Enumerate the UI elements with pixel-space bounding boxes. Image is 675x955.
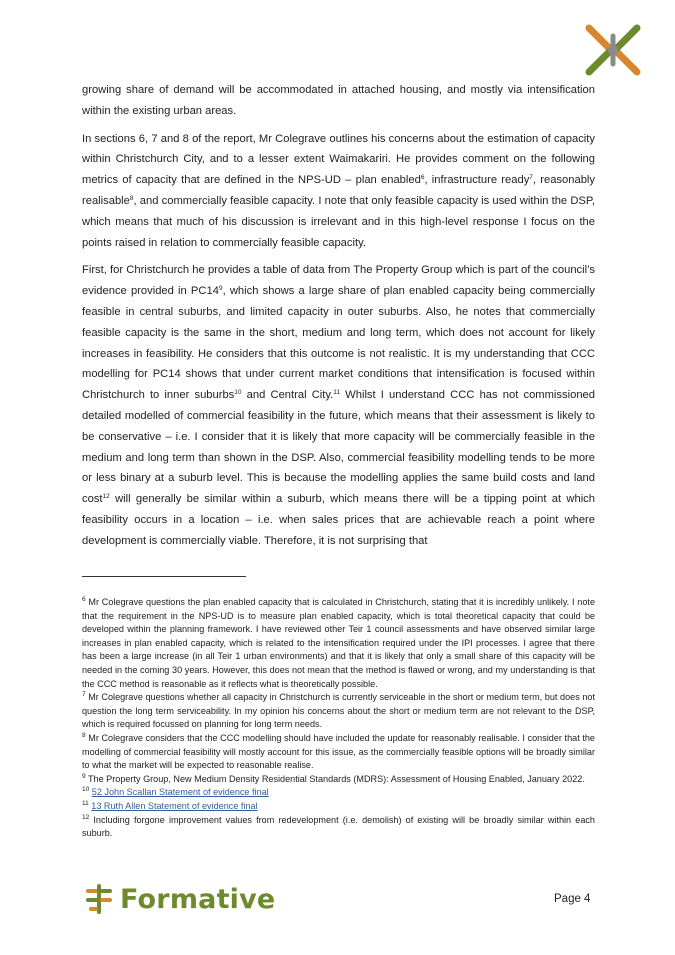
footnote-reference: 7: [529, 174, 533, 182]
footnote-number: 10: [82, 786, 90, 794]
footnote: [82, 786, 595, 800]
footnote-reference: 6: [420, 174, 425, 182]
footnote-reference: 11: [333, 389, 341, 397]
footnote-number: 12: [82, 813, 90, 821]
footnote: $^9$ The Property Group, New Medium Density Residential Standards (MDRS): Assessment of Housing Enabled, January 2022.: [82, 772, 585, 784]
paragraph: growing share of demand will be accommodated in attached housing, and mostly via intensification within the existing urban areas.: [82, 84, 595, 117]
footnote: [82, 800, 595, 814]
footnote-link[interactable]: 52 John Scallan Statement of evidence final: [91, 787, 269, 798]
footnote: $^6$ Mr Colegrave questions the plan enabled capacity that is calculated in Christchurch, stating that it is incredibly unlikely. I note that the requirement in the NPS-UD is to measure plan enabled capacity, which is total theoretical capacity that could be developed within the planning framework. I have reviewed other Teir 1 council assessments and have observed similar large increases in plan enabled capacity, which is related to the intensification required under the IPI processes. I agree that there has been a large increase (in all Teir 1 urban environments) and that it is likely that only a small share of this capacity will be needed in the coming 30 years. However, this does not mean that the method is flawed or wrong, and my understanding is that the CCC method is reasonable as it reflects what is theoretically possible.: [82, 596, 595, 689]
footnote-number: 7: [82, 691, 86, 699]
footnote: $^7$ Mr Colegrave questions whether all capacity in Christchurch is currently serviceable in the short or medium term, but does not question the long term serviceability. In my opinion his concerns about the short or medium term are not relevant to the DSP, which is required focussed on planning for long term needs.: [82, 691, 595, 730]
footnote-number: 9: [82, 772, 86, 780]
footnote-number: 8: [82, 731, 86, 739]
formative-logo-icon: [84, 883, 114, 915]
formative-logo-mark-icon: [583, 22, 643, 78]
footnote-number: 6: [82, 596, 86, 603]
footnote: $^8$ Mr Colegrave considers that the CCC modelling should have included the update for reasonably realisable. I consider that the modelling of commercial feasibility will mostly account for this issue, as the commercially feasible options will be broadly similar to what the market will be expected to reasonable realise.: [82, 731, 595, 771]
body-text: [82, 80, 595, 559]
footnote-reference: 12: [102, 493, 110, 501]
footnote-number: 11: [82, 799, 89, 807]
page-number: Page 4: [554, 893, 591, 905]
footnote: $^{12}$ Including forgone improvement values from redevelopment (i.e. demolish) of existing will be broadly similar within each suburb.: [82, 813, 595, 839]
footnote-link[interactable]: 13 Ruth Allen Statement of evidence final: [91, 800, 258, 811]
paragraph: In sections 6, 7 and 8 of the report, Mr Colegrave outlines his concerns about the estimation of capacity within Christchurch City, and to a lesser extent Waimakariri. He provides comment on the following metrics of capacity that are defined in the NPS-UD – plan enabled$^6$, infrastructure ready$^7$, reasonably realisable$^8$, and commercially feasible capacity. I note that only feasible capacity is used within the DSP, which means that much of his discussion is irrelevant and in this high-level response I focus on the points raised in relation to commercially feasible capacity.: [82, 132, 595, 249]
footnotes: [82, 596, 595, 841]
footer-logo: [84, 880, 275, 918]
footnote-divider: [82, 576, 246, 577]
footnote-reference: 10: [234, 389, 242, 397]
paragraph: First, for Christchurch he provides a table of data from The Property Group which is part of the council’s evidence provided in $PC14^9$, which shows a large share of plan enabled capacity being commercially feasible in central suburbs, and limited capacity in outer suburbs. Also, he notes that commercially feasible capacity is the same in the short, medium and long term, which does not account for likely increases in feasibility. He considers that this outcome is not realistic. It is my understanding that CCC modelling for PC14 shows that under current market conditions that intensification is focused within Christchurch to inner suburbs$^{10}$ and Central City.$^{11}$ Whilst I understand CCC has not commissioned detailed modelled of commercial feasibility in the future, which means that their assessment is likely to be conservative – i.e. I consider that it is likely that more capacity will be commercially feasible in the medium and long term than shown in the DSP. Also, commercial feasibility modelling tends to be more or less binary at a suburb level. This is because the modelling applies the same build costs and land cost$^{12}$ will generally be similar within a suburb, which means there will be a tipping point at which feasibility occurs in a location – i.e. when sales prices that are achievable reach a point where development is commercially viable. Therefore, it is not surprising that: [82, 264, 596, 547]
footnote-reference: 8: [129, 194, 134, 202]
footer-logo-text: Formative: [120, 883, 276, 915]
footnote-reference: 9: [218, 285, 223, 293]
